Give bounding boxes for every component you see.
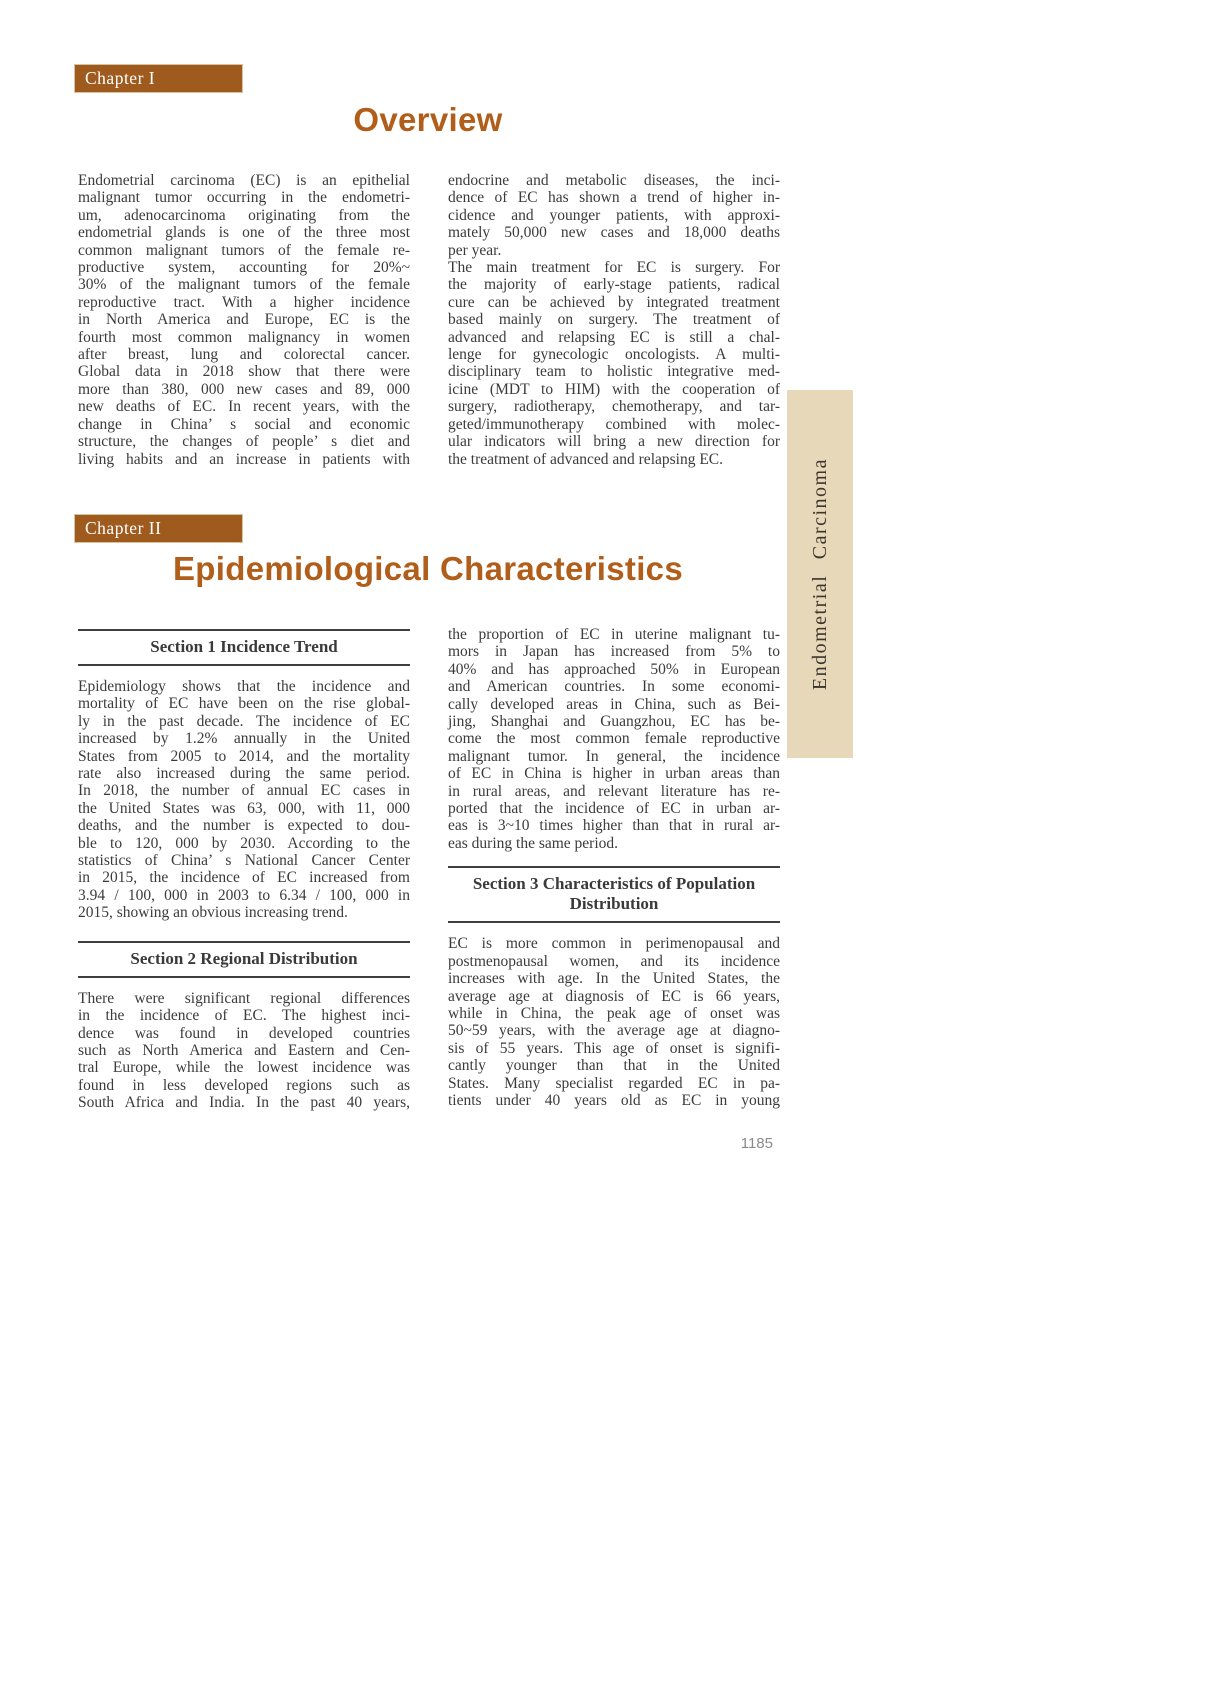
paragraph: Endometrial carcinoma (EC) is an epithelial malignant tumor occurring in the endometri- um, adenocarcinoma originating from the endometrial glands is one of the three most common malignant tumors of the female re- productive system, accounting for 20%~ 30% of the malignant tumors of the female reproductive tract. With a higher incidence in North America and Europe, EC is the fourth most common malignancy in women after breast, lung and colorectal cancer. Global data in 2018 show that there were more than 380, 000 new cases and 89, 000 new deaths of EC. In recent years, with the change in China’ s social and economic structure, the changes of people’ s diet and living habits and an increase in patients with: [78, 172, 410, 468]
chapter1-title: Overview: [353, 101, 503, 138]
section3-heading: [448, 866, 780, 923]
paragraph: the proportion of EC in uterine malignant tu- mors in Japan has increased from 5% to 40% and has approached 50% in European and American countries. In some economi- cally developed areas in China, such as Bei- jing, Shanghai and Guangzhou, EC has be- come the most common female reproductive malignant tumor. In general, the incidence of EC in China is higher in urban areas than in rural areas, and relevant literature has re- ported that the incidence of EC in urban ar- eas is 3~10 times higher than that in rural ar- eas during the same period.: [448, 626, 780, 852]
chapter1-label: Chapter I: [85, 68, 156, 88]
chapter2-label: Chapter II: [85, 518, 162, 538]
chapter1-column-left: [78, 172, 410, 468]
side-tab-label: Endometrial Carcinoma: [808, 457, 831, 691]
side-tab-endometrial-carcinoma: [787, 390, 853, 758]
chapter2-label-box: [74, 514, 243, 543]
chapter2-column-left: [78, 629, 410, 1112]
chapter1-label-box: [74, 64, 243, 93]
paragraph: There were significant regional differences in the incidence of EC. The highest inci- dence was found in developed countries such as North America and Eastern and Cen- tral Europe, while the lowest incidence was found in less developed regions such as South Africa and India. In the past 40 years,: [78, 989, 410, 1112]
chapter1-column-right: [448, 172, 780, 468]
paragraph: EC is more common in perimenopausal and postmenopausal women, and its incidence increases with age. In the United States, the average age at diagnosis of EC is 66 years, while in China, the peak age of onset was 50~59 years, with the average age at diagno- sis of 55 years. This age of onset is signifi- cantly younger than that in the United States. Many specialist regarded EC in pa- tients under 40 years old as EC in young: [448, 935, 780, 1109]
section2-heading-text: Section 2 Regional Distribution: [130, 948, 358, 968]
section2-heading: [78, 941, 410, 978]
page-number: 1185: [740, 1135, 773, 1152]
section1-heading: [78, 629, 410, 666]
paragraph: endocrine and metabolic diseases, the inci- dence of EC has shown a trend of higher in- cidence and younger patients, with approxi- mately 50,000 new cases and 18,000 deaths per year.: [448, 172, 780, 259]
section3-heading-line2: Distribution: [569, 894, 659, 914]
chapter2-column-right: [448, 626, 780, 1109]
section1-heading-text: Section 1 Incidence Trend: [150, 637, 338, 656]
paragraph: The main treatment for EC is surgery. For the majority of early-stage patients, radical cure can be achieved by integrated treatment based mainly on surgery. The treatment of advanced and relapsing EC is still a chal- lenge for gynecologic oncologists. A multi- disciplinary team to holistic integrative med- icine (MDT to HIM) with the cooperation of surgery, radiotherapy, chemotherapy, and tar- geted/immunotherapy combined with molec- ular indicators will bring a new direction for the treatment of advanced and relapsing EC.: [448, 259, 780, 468]
chapter2-title: Epidemiological Characteristics: [173, 550, 683, 587]
paragraph: Epidemiology shows that the incidence and mortality of EC have been on the rise global- ly in the past decade. The incidence of EC increased by 1.2% annually in the United States from 2005 to 2014, and the mortality rate also increased during the same period. In 2018, the number of annual EC cases in the United States was 63, 000, with 11, 000 deaths, and the number is expected to dou- ble to 120, 000 by 2030. According to the statistics of China’ s National Cancer Center in 2015, the incidence of EC increased from 3.94 / 100, 000 in 2003 to 6.34 / 100, 000 in 2015, showing an obvious increasing trend.: [78, 678, 410, 922]
section3-heading-line1: Section 3 Characteristics of Population: [472, 874, 756, 894]
